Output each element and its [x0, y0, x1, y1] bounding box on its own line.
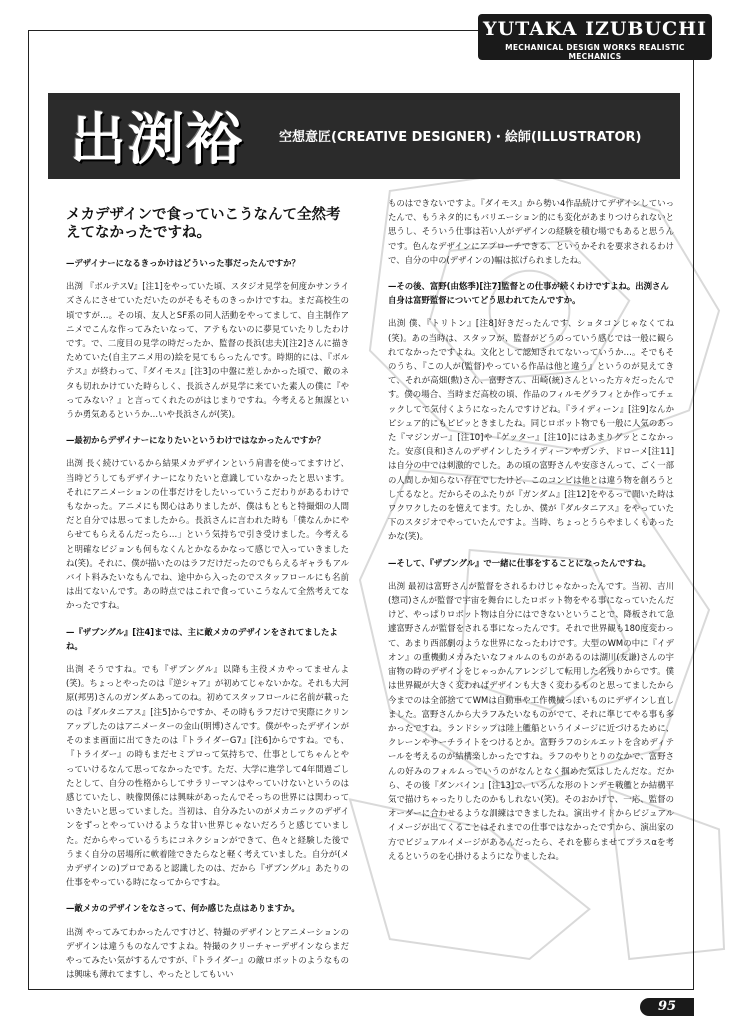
- right-column: [388, 196, 674, 875]
- answer: ものはできないですよ。『ダイモス』から勢い4作品続けてデザインしていったんで、もうネタ的にもバリエーション的にも変化があまりつけられないと思うし、そういう仕事は若い人がデザインの経験を積む場でもあると思うんです。色んなデザインにアプローチできる、というかそれを要求されるわけで、自分の中の(デザインの)幅は拡げられましたね。: [388, 198, 674, 265]
- brand-header: [478, 14, 712, 60]
- brand-title: YUTAKA IZUBUCHI: [483, 18, 707, 40]
- question: —最初からデザイナーになりたいというわけではなかったんですか？: [66, 435, 326, 446]
- question: —敵メカのデザインをなさって、何か感じた点はありますか。: [66, 903, 300, 914]
- answer: 出渕 『ボルテスV』[注1]をやっていた頃、スタジオ見学を何度かサンライズさんにさせていただいたのがそもそものきっかけですね。まだ高校生の頃ですが…。その頃、友人とSF系の同人活動をやってまして、自主制作アニメでこんな作ってみたいなって、アテもないのに夢見ていたりしたわけです。で、二度目の見学の時だったか、監督の長浜(忠夫)[注2]さんに描きためていた(自主アニメ用の)絵を見てもらったんです。時期的には、『ボルテス』が終わって、『ダイモス』[注3]の中盤に差しかかった頃で、敵のネタも切れかけていた時らしく、長浜さんが見学に来ていた素人の僕に『やってみない？』と言ってくれたのがはじまりですね。今考えると無謀というか勇気あるというか…いや長浜さんが(笑)。: [66, 281, 349, 420]
- designer-role: 空想意匠(CREATIVE DESIGNER)・絵師(ILLUSTRATOR): [279, 130, 642, 145]
- answer: 出渕 最初は富野さんが監督をされるわけじゃなかったんです。当初、吉川(惣司)さんが監督で宇宙を舞台にしたロボット物をやる事になっていたんだけど、やっぱりロボット物は自分にはできないということで、降板されて急遽富野さんが監督をされる事になったんです。それで世界観も180度変わって、あまり西部劇のような世界になったわけです。大型のWMの中に『イデオン』の重機動メカみたいなフォルムのものがあるのは湖川(友謙)さんの宇宙物の時のデザインをじゃっかんアレンジして転用した名残りからです。僕は世界観が大きく変わればデザインも大きく変わるものと思ってましたから今までのは全部捨ててWMは自動車や工作機械っぽいものにデザインし直しました。富野さんから大ラフみたいなものがでて、それに準じてやる事も多かったですね。ランドシップは陸上艦船というイメージに近づけるために、クレーンやサーチライトをつけるとか。富野ラフのシルエットを含めディテールを考えるのが結構楽しかったですね。ラフのやりとりのなかで、富野さんの好みのフォルムっていうのがなんとなく掴めた気はしたんだな。だから、その後『ダンバイン』[注13]で、いろんな形のトンデモ戦艦とか結構平気で描けちゃったりしたのかもしれない(笑)。そのおかげで、一応、監督のオーダーに合わせるような訓練はできましたね。演出サイドからビジュアルイメージが出てくることはそれまでの仕事ではなかったですから、演出家の方でビジュアルイメージがあるんだったら、それを膨らませてプラスαを考えるというのを心掛けるようになりましたね。: [388, 580, 674, 861]
- answer: 出渕 僕、『トリトン』[注8]好きだったんです、ショタコンじゃなくてね(笑)。あの当時は、スタッフが、監督がどうのっていう感じでは一般に観られてなかったですよね。文化として認知されてないっていうか…。そでもそのうち、『この人が(監督)やっている作品は他と違う』というのが見えてきて、それが高畑(勲)さん、富野さん、出崎(統)さんといった方々だったんです。僕の場合、当時まだ高校の頃、作品のフィルモグラフィとか作ってチェックしてて気付くようになったんですけどね。『ライディーン』[注9]なんかピシュア的にもピピッときましたね。同じロボット物でも一般に人気のあった『マジンガー』[注10]や『ゲッター』[注10]にはあまりグッとこなかった。安彦(良和)さんのデザインしたライディーンやガンテ、ドローメ[注11]は自分の中では刺激的でした。あの頃の富野さんや安彦さんって、ごく一部の人間しか知らない存在でしたけど、このコンビは他とは違う物を創ろうとしてるなと。だからそのふたりが『ガンダム』[注12]をやるって聞いた時はワクワクしたのを憶えてます。たしか、僕が『ダルタニアス』をやっていた下のスタジオでやっていたんですよ。当時、ちょっとうらやましくもあったかな(笑)。: [388, 318, 674, 542]
- brand-subtitle: MECHANICAL DESIGN WORKS REALISTIC MECHANICS: [505, 43, 685, 61]
- page-number: 95: [640, 998, 694, 1016]
- left-column: [66, 206, 349, 993]
- answer: 出渕 長く続けているから結果メカデザインという肩書を使ってますけど、当時どうしてもデザイナーになりたいと意識していなかったと思います。それにアニメーションの仕事だけをしたいっていうこだわりがあるわけでもなかった。アニメにも関心はありましたが、僕はもともと特撮畑の人間だと自分では思ってましたから。長浜さんに言われた時も「僕なんかにやらせてもらえるんだったら…」という気持ちで引き受けました。今考えると明確なビジョンも何もなくんとかなるかなって感じで入っていきましたね(笑)。それに、僕が描いたのはラフだけだったのでもらえるギャラもアルバイト料みたいなもんでね、途中から入ったのでスタッフロールにも名前は出てないんです。あの時点ではこれで食っていこうなんて全然考えてなかったですね。: [66, 458, 349, 611]
- question: —デザイナーになるきっかけはどういった事だったんですか？: [66, 258, 300, 268]
- designer-name: 出渕裕: [70, 107, 244, 173]
- question: —『ザブングル』[注4]までは、主に敵メカのデザインをされてましたよね。: [66, 626, 338, 651]
- answer: 出渕 そうですね。でも『ザブングル』以降も主役メカやってませんよ(笑)。ちょっとやったのは『逆シャア』が初めてじゃないかな。それも大河原(邦男)さんのガンダムあってのね。初めてスタッフロールに名前が載ったのは『ダルタニアス』[注5]からですか、その時もラフだけで実際にクリンアップしたのはアニメーターの金山(明博)さんです。僕がやったデザインがそのまま画面に出てきたのは『トライダーG7』[注6]からですね。でも、『トライダー』の時もまだセミプロって気持ちで、仕事としてちゃんとやっていけるなんて思ってなかったです。ただ、大学に進学して4年間過ごしたとして、自分の性格からしてサラリーマンはやっていけないというのは感じていたし、映像関係には興味があったんでそっちの世界には関わっていきたいと思っていました。当初は、自分みたいのがメカニックのデザインをずっとやっていけるような甘い世界じゃないだろうと感じていました。だからやっているうちにコネクションができて、色々と経験した後でうまく自分の居場所に軟着陸できたらなと軽く考えていました。自分が(メカデザインの)プロであると認識したのは、だから『ザブングル』あたりの仕事をやっている時になってからですね。: [66, 664, 349, 888]
- answer: 出渕 やってみてわかったんですけど、特撮のデザインとアニメーションのデザインは違うものなんですよね。特撮のクリーチャーデザインならまだやってみたい気がするんですが、『トライダー』の敵ロボットのようなものは興味も薄れてますし、やったとしてもいい: [66, 926, 349, 980]
- question: —そして、『ザブングル』で一緒に仕事をすることになったんですね。: [388, 557, 651, 568]
- interview-headline: メカデザインで食っていこうなんて全然考えてなかったですね。: [66, 207, 341, 241]
- question: —その後、富野(由悠季)[注7]監督との仕事が続くわけですよね。出渕さん自身は富野監督についてどう思われてたんですか。: [388, 281, 669, 306]
